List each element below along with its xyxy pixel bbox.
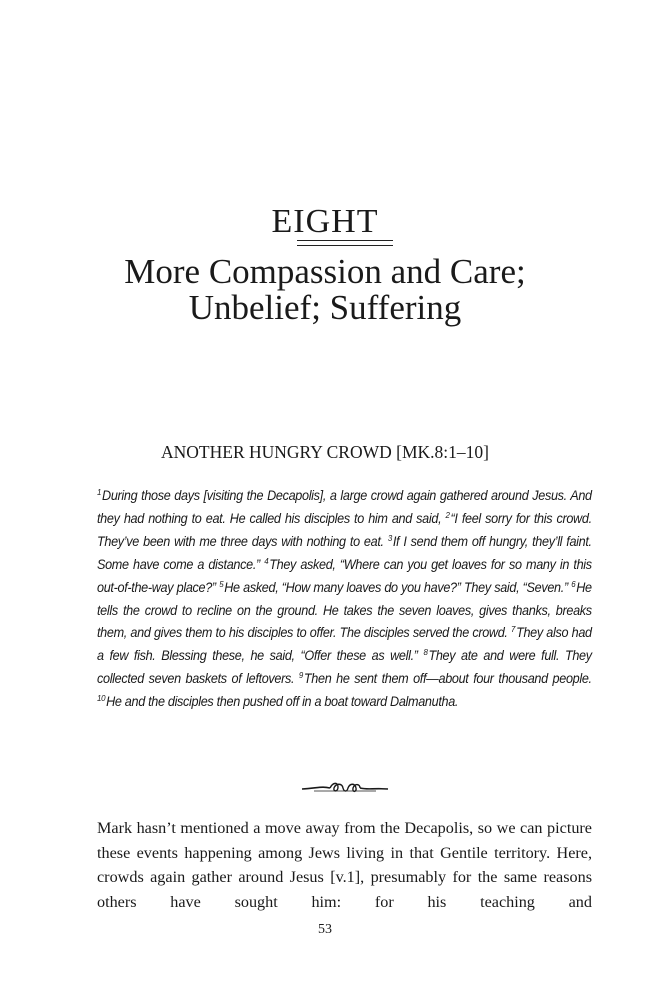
verse-text: If I send them off hungry, they’ll faint. Some have come a distance.”: [97, 533, 592, 572]
verse-text: They also had a few fish. Blessing these, he said, “Offer these as well.”: [97, 625, 592, 664]
scripture-passage: [97, 485, 592, 714]
commentary-paragraph: Mark hasn’t mentioned a move away from the Decapolis, so we can picture these events happening among Jews living in that Gentile territory. Here, crowds again gather around Jesus [v.1], presumably for the same reasons others have sought him: for his teaching and: [97, 819, 592, 912]
page-number: 53: [318, 922, 332, 937]
chapter-title-line-2: Unbelief; Suffering: [188, 288, 462, 327]
verse-number: 4: [264, 555, 269, 566]
verse-text: He asked, “How many loaves do you have?” They said, “Seven.”: [224, 579, 572, 595]
verse-text: They asked, “Where can you get loaves for so many in this out-of-the-way place?”: [97, 556, 592, 595]
verse-number: 8: [423, 647, 428, 658]
verse-text: They ate and were full. They collected seven baskets of leftovers.: [97, 648, 592, 687]
verse-number: 10: [97, 693, 106, 704]
verse-text: Then he sent them off—about four thousand people.: [303, 671, 592, 687]
chapter-title-line-1: More Compassion and Care;: [124, 252, 526, 291]
verse-text: “I feel sorry for this crowd. They’ve been with me three days with nothing to eat.: [97, 510, 592, 549]
verse-number: 3: [387, 532, 392, 543]
verse-number: 7: [511, 624, 516, 635]
section-heading: ANOTHER HUNGRY CROWD [MK.8:1–10]: [161, 442, 489, 462]
verse-number: 9: [298, 670, 303, 681]
chapter-number: EIGHT: [271, 203, 379, 240]
verse-number: 6: [571, 578, 576, 589]
verse-text: During those days [visiting the Decapolis], a large crowd again gathered around Jesus. And they had nothing to eat. He called his disciples to him and said,: [97, 488, 592, 526]
title-double-rule: [297, 240, 393, 246]
verse-number: 5: [219, 578, 224, 589]
verse-text: He tells the crowd to recline on the ground. He takes the seven loaves, gives thanks, breaks them, and gives them to his disciples to offer. The disciples served the crowd.: [97, 579, 592, 641]
verse-number: 2: [445, 509, 450, 520]
verse-text: He and the disciples then pushed off in a boat toward Dalmanutha.: [106, 694, 459, 710]
verse-number: 1: [97, 487, 102, 497]
chapter-title: [0, 254, 650, 326]
section-ornament-icon: [300, 780, 390, 796]
